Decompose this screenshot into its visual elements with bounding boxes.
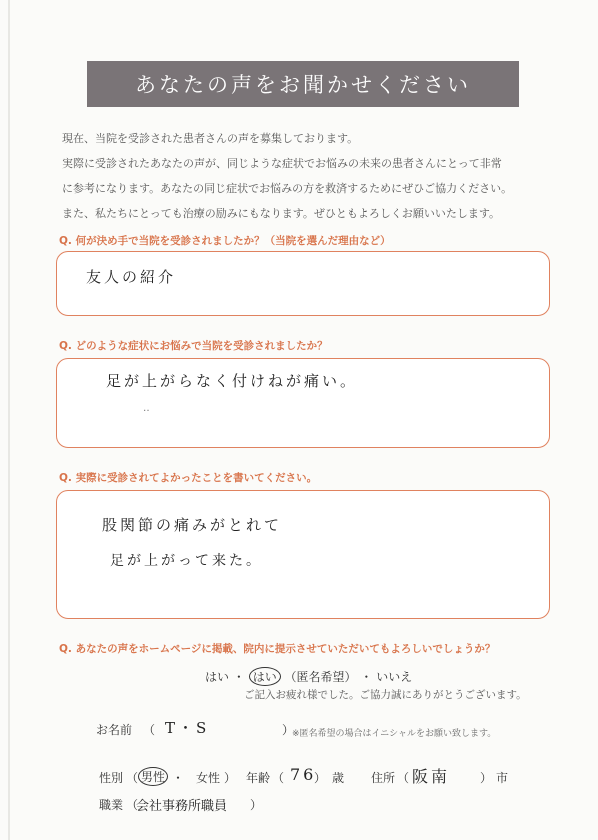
age-label: 年齢 — [246, 771, 271, 785]
option-separator: ・ — [232, 670, 245, 684]
answer-text-benefit-line2: 足が上がって来た。 — [110, 553, 263, 569]
question-symptom: Q. どのような症状にお悩みで当院を受診されましたか？ — [59, 340, 328, 352]
name-value[interactable]: T・S — [165, 719, 210, 737]
name-open-paren: （ — [143, 723, 156, 737]
address-label: 住所 — [371, 771, 396, 785]
intro-line: また、私たちにとっても治療の励みにもなります。ぜひともよろしくお願いいたします。 — [62, 207, 501, 220]
option-yes[interactable]: はい — [205, 670, 230, 684]
job-label: 職業 — [99, 798, 124, 812]
question-publish: Q. あなたの声をホームページに掲載、院内に提示させていただいてもよろしいでしょうか？ — [59, 643, 496, 655]
age-unit: 歳 — [332, 771, 345, 785]
page-edge — [8, 0, 10, 840]
option-anonymous-label: （匿名希望） — [284, 670, 357, 684]
gender-male-option[interactable]: 男性 — [138, 767, 168, 786]
gender-separator: ・ — [172, 771, 185, 785]
intro-line: 現在、当院を受診された患者さんの声を募集しております。 — [62, 132, 359, 145]
answer-text-benefit-line1: 股関節の痛みがとれて — [102, 516, 283, 534]
address-close-paren: ） — [480, 771, 493, 785]
option-separator: ・ — [360, 670, 373, 684]
answer-text-symptom: 足が上がらなく付けねが痛い。 — [106, 372, 359, 390]
address-open-paren: （ — [397, 771, 410, 785]
option-no[interactable]: いいえ — [376, 670, 413, 684]
job-close-paren: ） — [250, 798, 263, 812]
answer-text-reason: 友人の紹介 — [86, 268, 177, 286]
job-open-paren: （ — [126, 798, 139, 812]
gender-label: 性別 — [99, 771, 124, 785]
intro-text — [62, 126, 562, 226]
age-close-paren: ） — [314, 771, 327, 785]
name-note: ※匿名希望の場合はイニシャルをお願い致します。 — [292, 729, 497, 739]
intro-line: 実際に受診されたあなたの声が、同じような症状でお悩みの未来の患者さんにとって非常 — [62, 157, 502, 170]
thanks-text: ご記入お疲れ様でした。ご協力誠にありがとうございます。 — [244, 689, 527, 701]
age-open-paren: （ — [272, 771, 285, 785]
age-value[interactable]: 76 — [290, 765, 317, 784]
option-yes-anonymous[interactable]: はい — [249, 667, 281, 686]
address-unit: 市 — [496, 771, 509, 785]
intro-line: に参考になります。あなたの同じ症状でお悩みの方を救済するためにぜひご協力ください。 — [62, 182, 513, 195]
gender-open-paren: （ — [126, 771, 139, 785]
pencil-dots: ‥ — [143, 403, 150, 414]
address-value[interactable]: 阪南 — [412, 767, 451, 786]
name-close-paren: ） — [282, 723, 295, 737]
question-reason: Q. 何が決め手で当院を受診されましたか？（当院を選んだ理由など） — [59, 235, 391, 247]
job-value[interactable]: 会社事務所職員 — [136, 799, 228, 814]
question-benefit: Q. 実際に受診されてよかったことを書いてください。 — [59, 472, 318, 484]
publish-options — [205, 667, 412, 686]
gender-female-option[interactable]: 女性 — [196, 771, 221, 785]
page-title: あなたの声をお聞かせください — [87, 61, 519, 107]
gender-close-paren: ） — [224, 771, 237, 785]
name-label: お名前 — [96, 723, 133, 737]
